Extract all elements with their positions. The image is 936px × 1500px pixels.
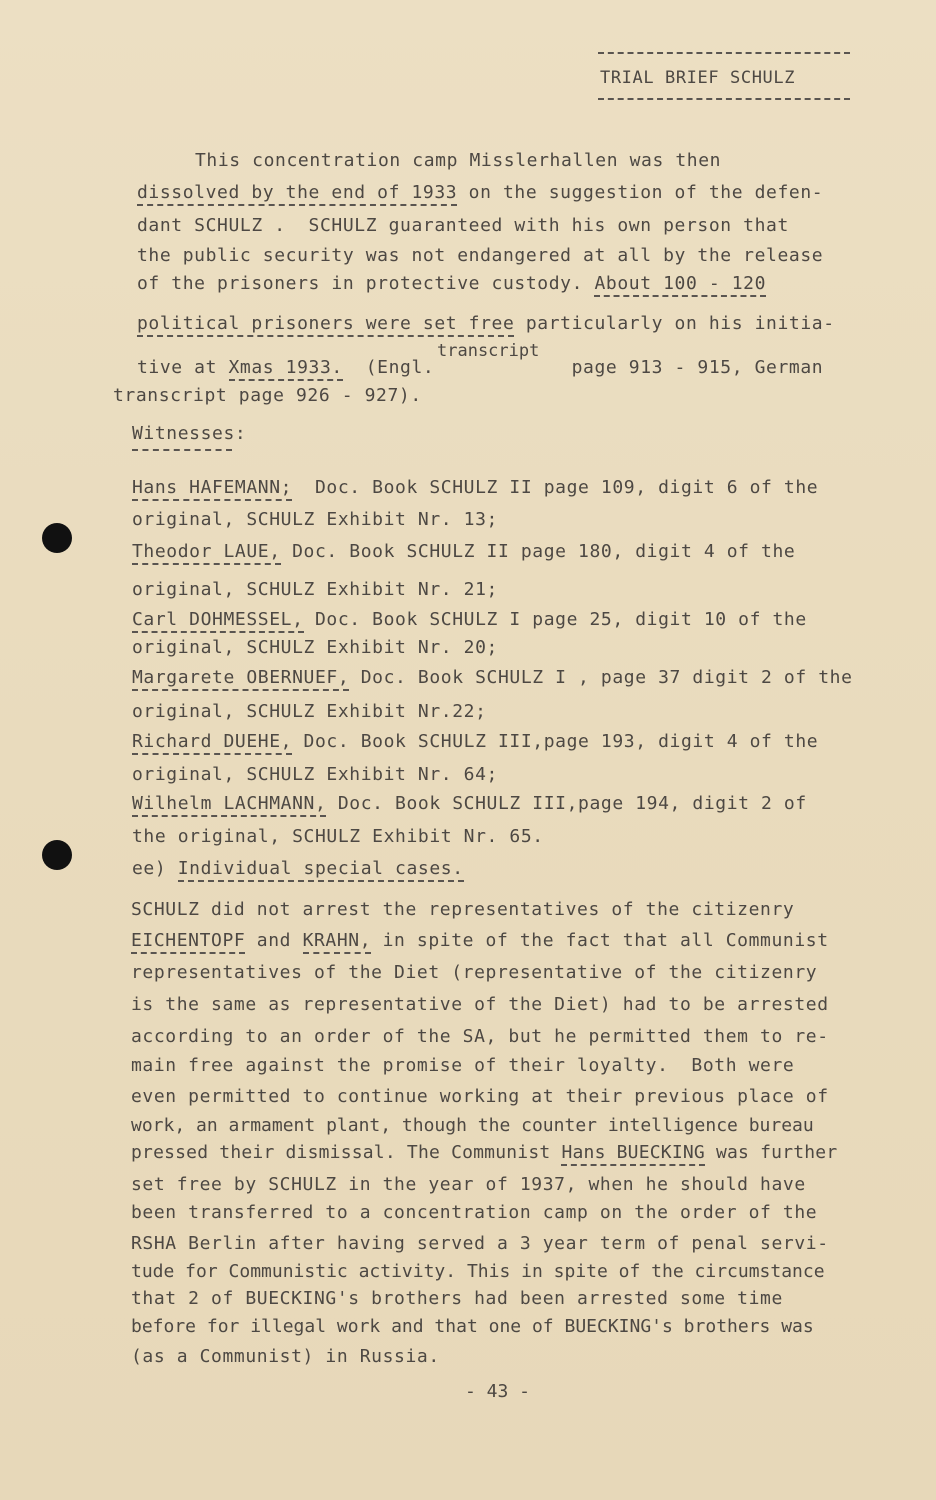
- page-number: - 43 -: [465, 1381, 531, 1402]
- para1-line-8: transcript page 926 - 927).: [113, 385, 422, 406]
- para1-line-3: dant SCHULZ . SCHULZ guaranteed with his own person that: [137, 215, 789, 236]
- witnesses-heading: Witnesses:: [132, 423, 247, 444]
- witness-4: Margarete OBERNUEF, Doc. Book SCHULZ I , page 37 digit 2 of the: [132, 667, 853, 689]
- para2-line-9: pressed their dismissal. The Communist Hans BUECKING was further: [131, 1142, 837, 1164]
- para2-line-1: SCHULZ did not arrest the representatives of the citizenry: [131, 899, 795, 920]
- para2-line-12: RSHA Berlin after having served a 3 year term of penal servi-: [131, 1233, 829, 1254]
- underlined-name: EICHENTOPF: [131, 930, 245, 954]
- witness-name: Richard DUEHE,: [132, 731, 292, 755]
- header-rule-top: [598, 52, 850, 54]
- witness-2-exhibit: original, SCHULZ Exhibit Nr. 21;: [132, 579, 498, 600]
- witness-name: Theodor LAUE,: [132, 541, 281, 565]
- para2-line-10: set free by SCHULZ in the year of 1937, when he should have: [131, 1174, 806, 1195]
- para2-line-16: (as a Communist) in Russia.: [131, 1346, 440, 1367]
- witness-2: Theodor LAUE, Doc. Book SCHULZ II page 180, digit 4 of the: [132, 541, 795, 563]
- header-rule-bottom: [598, 98, 850, 100]
- section-heading: ee) Individual special cases.: [132, 858, 464, 880]
- witness-name: Wilhelm LACHMANN,: [132, 793, 326, 817]
- para2-line-8: work, an armament plant, though the counter intelligence bureau: [131, 1115, 814, 1136]
- witness-name: Hans HAFEMANN;: [132, 477, 292, 501]
- para2-line-5: according to an order of the SA, but he permitted them to re-: [131, 1026, 829, 1047]
- witness-1-exhibit: original, SCHULZ Exhibit Nr. 13;: [132, 509, 498, 530]
- para1-line-5: of the prisoners in protective custody. About 100 - 120: [137, 273, 766, 295]
- witness-3: Carl DOHMESSEL, Doc. Book SCHULZ I page 25, digit 10 of the: [132, 609, 807, 631]
- para2-line-2: EICHENTOPF and KRAHN, in spite of the fact that all Communist: [131, 930, 829, 952]
- witness-5-exhibit: original, SCHULZ Exhibit Nr. 64;: [132, 764, 498, 785]
- witness-1: Hans HAFEMANN; Doc. Book SCHULZ II page 109, digit 6 of the: [132, 477, 818, 499]
- para2-line-3: representatives of the Diet (representative of the citizenry: [131, 962, 818, 983]
- para2-line-14: that 2 of BUECKING's brothers had been arrested some time: [131, 1288, 783, 1309]
- para2-line-13: tude for Communistic activity. This in spite of the circumstance: [131, 1261, 825, 1282]
- para1-line-4: the public security was not endangered at all by the release: [137, 245, 824, 266]
- para1-superscript: transcript: [437, 341, 540, 361]
- witness-6-exhibit: the original, SCHULZ Exhibit Nr. 65.: [132, 826, 544, 847]
- witness-5: Richard DUEHE, Doc. Book SCHULZ III,page 193, digit 4 of the: [132, 731, 818, 753]
- para2-line-15: before for illegal work and that one of BUECKING's brothers was: [131, 1316, 814, 1337]
- para2-line-4: is the same as representative of the Diet) had to be arrested: [131, 994, 829, 1015]
- punch-hole-lower: [42, 840, 72, 870]
- witness-4-exhibit: original, SCHULZ Exhibit Nr.22;: [132, 701, 487, 722]
- para1-line-6: political prisoners were set free particularly on his initia-: [137, 313, 835, 335]
- witness-name: Carl DOHMESSEL,: [132, 609, 304, 633]
- punch-hole-upper: [42, 523, 72, 553]
- para2-line-7: even permitted to continue working at their previous place of: [131, 1086, 829, 1107]
- underlined-name: Hans BUECKING: [561, 1142, 704, 1166]
- para2-line-6: main free against the promise of their loyalty. Both were: [131, 1055, 795, 1076]
- section-title: Individual special cases.: [178, 858, 464, 882]
- para1-line-7: tive at Xmas 1933. (Engl. page 913 - 915, German: [137, 357, 823, 379]
- para1-line-2: dissolved by the end of 1933 on the suggestion of the defen-: [137, 182, 823, 204]
- witness-3-exhibit: original, SCHULZ Exhibit Nr. 20;: [132, 637, 498, 658]
- witness-name: Margarete OBERNUEF,: [132, 667, 349, 691]
- underlined-count: About 100 - 120: [594, 273, 766, 297]
- para2-line-11: been transferred to a concentration camp on the order of the: [131, 1202, 818, 1223]
- underlined-prisoners: political prisoners were set free: [137, 313, 514, 337]
- header-title: TRIAL BRIEF SCHULZ: [600, 68, 796, 88]
- witnesses-heading-rule: [132, 449, 232, 451]
- witness-6: Wilhelm LACHMANN, Doc. Book SCHULZ III,page 194, digit 2 of: [132, 793, 807, 815]
- underlined-xmas: Xmas 1933.: [229, 357, 343, 381]
- para1-line-1: This concentration camp Misslerhallen was then: [195, 150, 722, 171]
- underlined-name: KRAHN,: [303, 930, 372, 954]
- underlined-date: dissolved by the end of 1933: [137, 182, 457, 206]
